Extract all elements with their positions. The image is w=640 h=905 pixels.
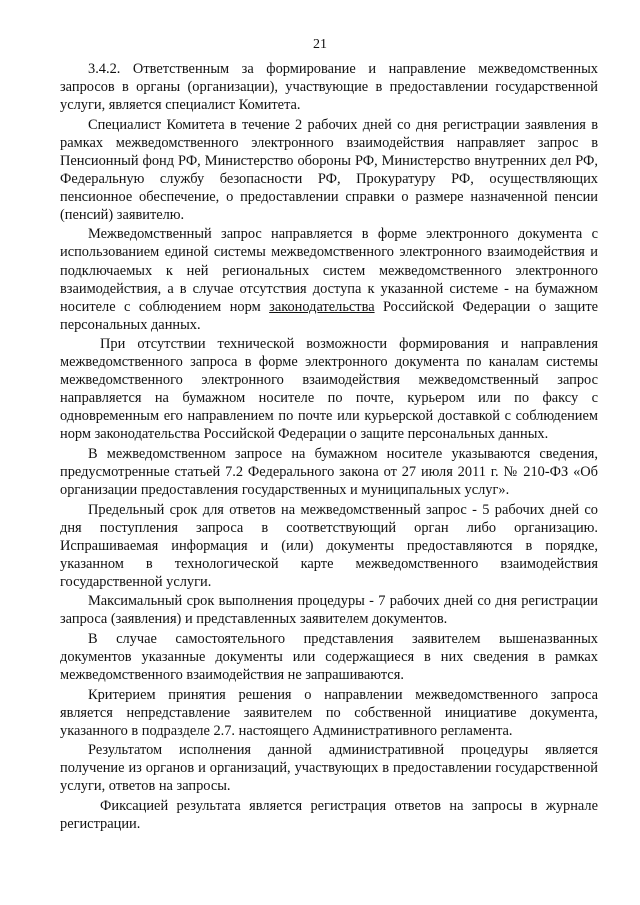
page-number: 21	[313, 37, 327, 52]
paragraph-procedure-result: Результатом исполнения данной административной процедуры является получение из органов и организаций, участвующих в предоставлении государственной услуги, ответов на запросы.	[60, 742, 598, 795]
paragraph-electronic-request-text: Межведомственный запрос направляется в форме электронного документа с использованием единой системы межведомственного электронного взаимодействия и подключаемых к ней региональных систем межведомственного электронного взаимодействия, а в случае отсутствия доступа к указанной системе - на бумажном носителе с соблюдением норм	[60, 226, 598, 315]
paragraph-result-recording: Фиксацией результата является регистрация ответов на запросы в журнале регистрации.	[60, 797, 598, 832]
paragraph-response-deadline: Предельный срок для ответов на межведомственный запрос - 5 рабочих дней со дня поступления запроса в соответствующий орган либо организацию. Испрашиваемая информация и (или) документы предоставляются в порядке, указанном в технологической карте межведомственного взаимодействия государственной услуги.	[60, 501, 598, 590]
paragraph-decision-criterion: Критерием принятия решения о направлении межведомственного запроса является непредставление заявителем по собственной инициативе документа, указанного в подразделе 2.7. настоящего Административного регламента.	[60, 686, 598, 739]
paragraph-self-submission: В случае самостоятельного представления заявителем вышеназванных документов указанные документы или содержащиеся в них сведения в рамках межведомственного взаимодействия не запрашиваются.	[60, 630, 598, 684]
paragraph-paper-request: При отсутствии технической возможности формирования и направления межведомственного запроса в форме электронного документа по каналам системы межведомственного электронного взаимодействия межведомственный запрос направляется на бумажном носителе по почте, курьером или по факсу с одновременным его направлением по почте или курьерской доставкой с соблюдением норм законодательства Российской Федерации о защите персональных данных.	[60, 336, 598, 443]
paragraph-max-duration: Максимальный срок выполнения процедуры - 7 рабочих дней со дня регистрации запроса (заявления) и представленных заявителем документов.	[60, 593, 598, 628]
paragraph-paper-request-details: В межведомственном запросе на бумажном носителе указываются сведения, предусмотренные статьей 7.2 Федерального закона от 27 июля 2011 г. № 210-ФЗ «Об организации предоставления государственных и муниципальных услуг».	[60, 445, 598, 499]
paragraph-specialist-request: Специалист Комитета в течение 2 рабочих дней со дня регистрации заявления в рамках межведомственного электронного взаимодействия направляет запрос в Пенсионный фонд РФ, Министерство обороны РФ, Министерство внутренних дел РФ, Федеральную службу безопасности РФ, Прокуратуру РФ, осуществляющих пенсионное обеспечение, о предоставлении справки о размере назначенной пенсии (пенсий) заявителю.	[60, 116, 598, 223]
legislation-link[interactable]: законодательства	[269, 298, 375, 315]
paragraph-electronic-request	[60, 225, 598, 333]
document-body	[60, 60, 598, 834]
paragraph-3-4-2: 3.4.2. Ответственным за формирование и направление межведомственных запросов в органы (организации), участвующие в предоставлении государственной услуги, является специалист Комитета.	[60, 61, 598, 114]
paragraph-electronic-request-tail: Российской Федерации о защите персональных данных.	[60, 298, 599, 333]
